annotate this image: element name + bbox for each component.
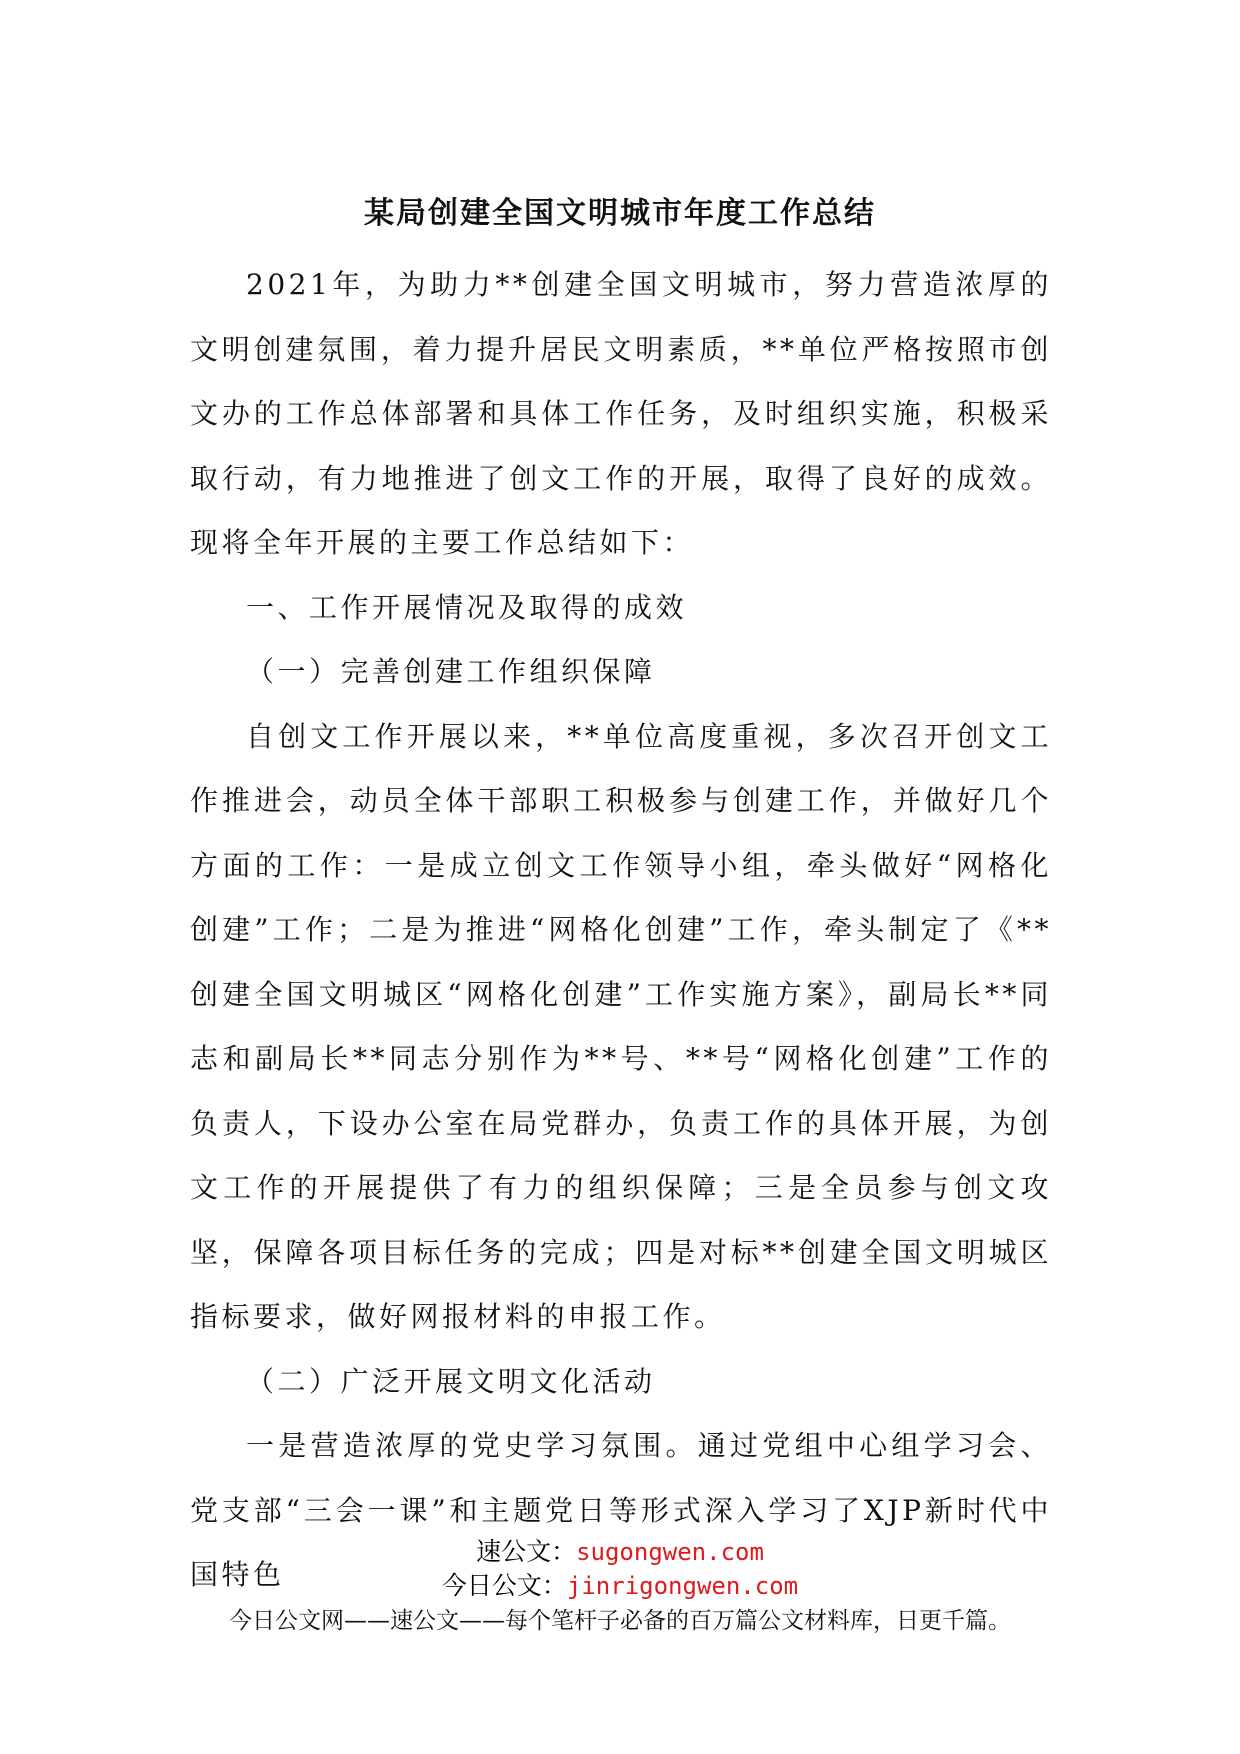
subsection-1-paragraph: 自创文工作开展以来，**单位高度重视，多次召开创文工作推进会，动员全体干部职工积极参与创建工作，并做好几个方面的工作：一是成立创文工作领导小组，牵头做好“网格化创建”工作；二是为推进“网格化创建”工作，牵头制定了《**创建全国文明城区“网格化创建”工作实施方案》，副局长**同志和副局长**同志分别作为**号、**号“网格化创建”工作的负责人，下设办公室在局党群办，负责工作的具体开展，为创文工作的开展提供了有力的组织保障；三是全员参与创文攻坚，保障各项目标任务的完成；四是对标**创建全国文明城区指标要求，做好网报材料的申报工作。 bbox=[190, 719, 1052, 1333]
footer-slogan: 今日公文网——速公文——每个笔杆子必备的百万篇公文材料库，日更千篇。 bbox=[229, 1608, 1011, 1634]
footer-line-jinrigongwen bbox=[0, 1569, 1240, 1603]
subsection-heading-1: （一）完善创建工作组织保障 bbox=[246, 655, 656, 688]
subsection-heading-2: （二）广泛开展文明文化活动 bbox=[246, 1364, 656, 1398]
footer-sugongwen-label: 速公文： bbox=[476, 1537, 577, 1566]
section-heading-1: 一、工作开展情况及取得的成效 bbox=[246, 590, 688, 624]
footer-line-sugongwen bbox=[0, 1535, 1240, 1569]
intro-paragraph: 2021年，为助力**创建全国文明城市，努力营造浓厚的文明创建氛围，着力提升居民文明素质，**单位严格按照市创文办的工作总体部署和具体工作任务，及时组织实施，积极采取行动，有力地推进了创文工作的开展，取得了良好的成效。现将全年开展的主要工作总结如下： bbox=[190, 268, 1052, 559]
footer-jinrigongwen-label: 今日公文： bbox=[441, 1571, 567, 1600]
subsection-2-paragraph: 一是营造浓厚的党史学习氛围。通过党组中心组学习会、党支部“三会一课”和主题党日等形式深入学习了XJP新时代中国特色 bbox=[190, 1429, 1052, 1591]
footer-jinrigongwen-link[interactable]: jinrigongwen.com bbox=[566, 1572, 799, 1600]
footer bbox=[0, 1535, 1240, 1639]
document-title: 某局创建全国文明城市年度工作总结 bbox=[364, 196, 876, 231]
document-body bbox=[190, 253, 1052, 1608]
footer-sugongwen-link[interactable]: sugongwen.com bbox=[576, 1538, 764, 1566]
